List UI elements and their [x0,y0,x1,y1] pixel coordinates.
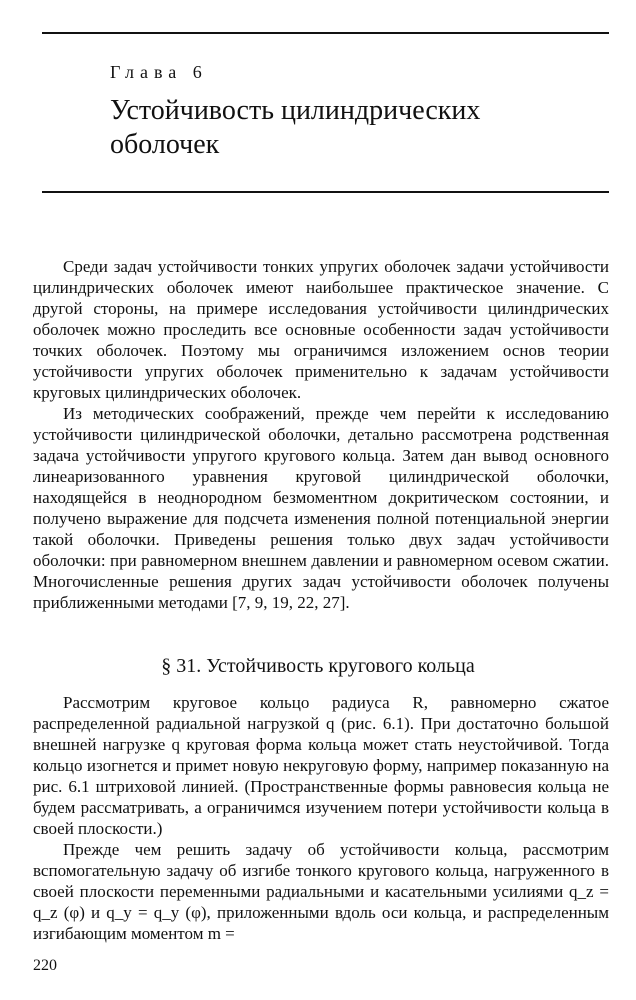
chapter-label: Глава 6 [110,62,208,82]
intro-text [33,256,609,613]
section-paragraph-2: Прежде чем решить задачу об устойчивости кольца, рассмотрим вспомогательную задачу об изгибе тонкого кругового кольца, нагруженного в своей плоскости переменными радиальными и касательными усилиями q_z = q_z (φ) и q_y = q_y (φ), приложенными вдоль оси кольца, и распределенным изгибающим моментом m = [33,840,609,943]
bottom-rule [42,191,609,193]
section-text [33,692,609,944]
section-paragraph-1: Рассмотрим круговое кольцо радиуса R, равномерно сжатое распределенной радиальной нагрузкой q (рис. 6.1). При достаточно большой внешней нагрузке q круговая форма кольца может стать неустойчивой. Тогда кольцо изогнется и примет новую некруговую форму, например показанную на рис. 6.1 штриховой линией. (Пространственные формы равновесия кольца не будем рассматривать, а ограничимся изучением потери устойчивости кольца в своей плоскости.) [33,693,609,838]
page-number: 220 [33,957,57,974]
intro-paragraph-1: Среди задач устойчивости тонких упругих оболочек задачи устойчивости цилиндрических оболочек имеют наибольшее практическое значение. С другой стороны, на примере исследования устойчивости цилиндрических оболочек можно проследить все основные особенности задач устойчивости точких оболочек. Поэтому мы ограничимся изложением основ теории устойчивости упругих оболочек применительно к задачам устойчивости круговых цилиндрических оболочек. [33,257,609,402]
chapter-title: Устойчивость цилиндрических оболочек [110,95,481,160]
top-rule [42,32,609,34]
section-heading: § 31. Устойчивость кругового кольца [161,655,475,677]
intro-paragraph-2: Из методических соображений, прежде чем перейти к исследованию устойчивости цилиндрической оболочки, детально рассмотрена родственная задача устойчивости упругого кругового кольца. Затем дан вывод основного линеаризованного уравнения круговой цилиндрической оболочки, находящейся в неоднородном безмоментном докритическом состоянии, и получено выражение для подсчета изменения полной потенциальной энергии такой оболочки. Приведены решения только двух задач устойчивости оболочки: при равномерном внешнем давлении и равномерном осевом сжатии. Многочисленные решения других задач устойчивости оболочек получены приближенными методами [7, 9, 19, 22, 27]. [33,404,609,612]
